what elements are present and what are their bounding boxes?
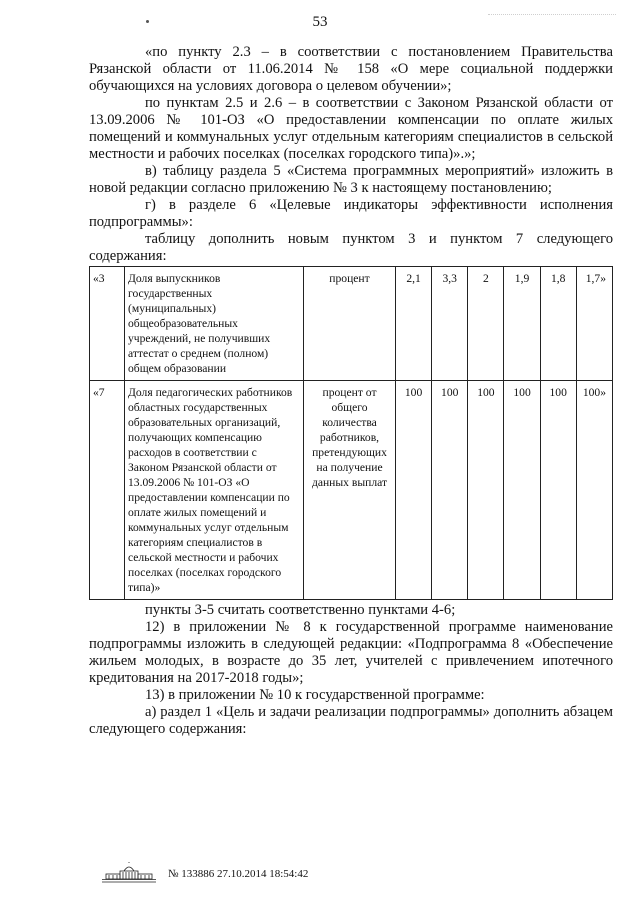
indicator-value: 100 [468, 381, 504, 600]
indicator-value: 100 [396, 381, 432, 600]
indicator-value: 1,8 [540, 267, 576, 381]
paragraph: а) раздел 1 «Цель и задачи реализации подпрограммы» дополнить абзацем следующего содержания: [89, 704, 613, 737]
indicator-value: 2,1 [396, 267, 432, 381]
unit-of-measure: процент [304, 267, 396, 381]
paragraph: 13) в приложении № 10 к государственной программе: [145, 687, 485, 703]
unit-of-measure: процент от общего количества работников, претендующих на получение данных выплат [304, 381, 396, 600]
row-number: «3 [90, 267, 125, 381]
paragraphs-before [89, 44, 613, 265]
indicators-table [89, 266, 613, 600]
indicator-value: 100 [540, 381, 576, 600]
government-building-icon [100, 862, 158, 886]
paragraph: таблицу дополнить новым пунктом 3 и пунктом 7 следующего содержания: [89, 231, 613, 264]
indicator-name: Доля педагогических работников областных государственных образовательных организаций, получающих компенсацию расходов в соответствии с Законом Рязанской области от 13.09.2006 № 101-ОЗ «О предоставлении компенсации по оплате жилых помещений и коммунальных услуг отдельным категориям специалистов в сельской местности и рабочих поселках (поселках городского типа)» [125, 381, 304, 600]
paragraph: в) таблицу раздела 5 «Система программных мероприятий» изложить в новой редакции согласно приложению № 3 к настоящему постановлению; [89, 163, 613, 196]
paragraph: пункты 3-5 считать соответственно пунктами 4-6; [145, 602, 456, 618]
indicator-value: 1,7» [576, 267, 612, 381]
table-row [90, 267, 613, 381]
paragraph: г) в разделе 6 «Целевые индикаторы эффективности исполнения подпрограммы»: [89, 197, 613, 230]
document-body [89, 44, 613, 738]
paragraph: по пунктам 2.5 и 2.6 – в соответствии с Законом Рязанской области от 13.09.2006 № 101-ОЗ «О предоставлении компенсации по оплате жилых помещений и коммунальных услуг отдельным категориям специалистов в сельской местности и рабочих поселках (поселках городского типа)».»; [89, 95, 613, 162]
indicator-value: 1,9 [504, 267, 540, 381]
indicator-value: 100 [504, 381, 540, 600]
indicator-name: Доля выпускников государственных (муниципальных) общеобразовательных учреждений, не получивших аттестат о среднем (полном) общем образовании [125, 267, 304, 381]
indicator-value: 3,3 [432, 267, 468, 381]
paragraph: «по пункту 2.3 – в соответствии с постановлением Правительства Рязанской области от 11.06.2014 № 158 «О мере социальной поддержки обучающихся на условиях договора о целевом обучении»; [89, 44, 613, 94]
scan-artifact [488, 14, 616, 21]
registration-stamp: № 133886 27.10.2014 18:54:42 [168, 868, 309, 880]
indicator-value: 100» [576, 381, 612, 600]
scan-artifact-dot [146, 20, 149, 23]
table-row [90, 381, 613, 600]
row-number: «7 [90, 381, 125, 600]
page-number: 53 [312, 14, 328, 30]
paragraphs-after [89, 602, 613, 738]
indicator-value: 2 [468, 267, 504, 381]
indicator-value: 100 [432, 381, 468, 600]
document-footer [100, 861, 308, 887]
paragraph: 12) в приложении № 8 к государственной программе наименование подпрограммы изложить в следующей редакции: «Подпрограмма 8 «Обеспечение жильем молодых, в возрасте до 35 лет, учителей с привлечением ипотечного кредитования на 2017-2018 годы»; [89, 619, 613, 686]
